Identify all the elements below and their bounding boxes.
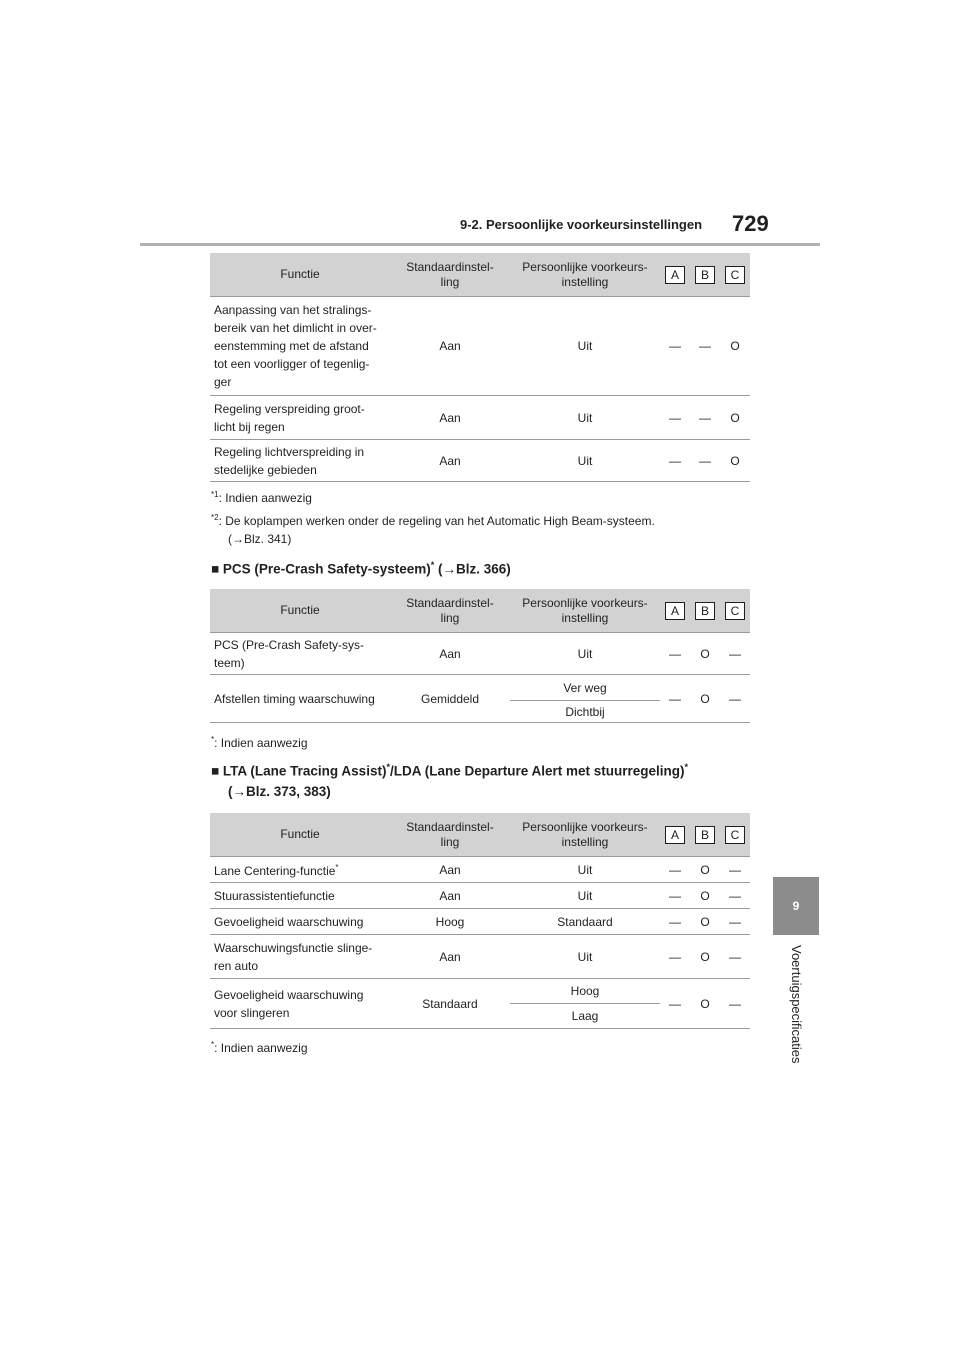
chapter-tab: 9 [773,877,819,935]
row-standaard: Gemiddeld [390,675,510,723]
table-row [210,935,750,979]
header-persoonlijk: Persoonlijke voorkeurs- instelling [510,813,660,857]
table-row [210,633,750,675]
row-functie: Afstellen timing waarschuwing [210,675,390,723]
header-c: C [720,813,750,857]
row-persoonlijk: Uit [510,297,660,396]
header-b: B [690,589,720,633]
row-standaard: Aan [390,883,510,909]
lta-settings-table [210,813,750,1029]
header-a: A [660,253,690,297]
row-c: O [720,396,750,440]
table-row [210,396,750,440]
chapter-title: Voertuigspecificaties [789,945,804,1064]
header-functie: Functie [210,589,390,633]
row-standaard: Aan [390,396,510,440]
header-b: B [690,813,720,857]
header-a: A [660,813,690,857]
row-c: — [720,935,750,979]
row-functie: Stuurassistentiefunctie [210,883,390,909]
row-a: — [660,883,690,909]
row-functie: Regeling verspreiding groot- licht bij regen [210,396,390,440]
row-c: — [720,909,750,935]
row-standaard: Aan [390,440,510,482]
row-c: O [720,440,750,482]
row-b: O [690,857,720,883]
row-b: — [690,440,720,482]
header-rule [140,243,820,246]
pcs-settings-table [210,589,750,723]
row-a: — [660,909,690,935]
footnote-pcs: *: Indien aanwezig [211,735,308,750]
row-b: — [690,297,720,396]
section-heading-lta: ■ LTA (Lane Tracing Assist)*/LDA (Lane Departure Alert met stuurregeling)* [211,762,689,779]
row-persoonlijk: Uit [510,935,660,979]
table-row [210,979,750,1004]
row-a: — [660,633,690,675]
row-a: — [660,440,690,482]
row-b: O [690,633,720,675]
footnote-2-ref: (→Blz. 341) [228,532,292,546]
row-standaard: Aan [390,633,510,675]
row-persoonlijk: Uit [510,857,660,883]
row-functie: Regeling lichtverspreiding in stedelijke gebieden [210,440,390,482]
row-persoonlijk: Uit [510,883,660,909]
row-persoonlijk: Standaard [510,909,660,935]
row-b: O [690,935,720,979]
header-persoonlijk: Persoonlijke voorkeurs- instelling [510,253,660,297]
row-standaard: Standaard [390,979,510,1029]
table-row [210,909,750,935]
section-title: 9-2. Persoonlijke voorkeursinstellingen [460,217,703,232]
row-c: — [720,857,750,883]
row-functie: Gevoeligheid waarschuwing [210,909,390,935]
header-standaard: Standaardinstel- ling [390,589,510,633]
table-row [210,297,750,396]
row-standaard: Hoog [390,909,510,935]
row-functie: Waarschuwingsfunctie slinge- ren auto [210,935,390,979]
row-c: — [720,633,750,675]
headlight-settings-table [210,253,750,482]
header-c: C [720,253,750,297]
table-row [210,883,750,909]
footnote-lta: *: Indien aanwezig [211,1040,308,1055]
header-standaard: Standaardinstel- ling [390,253,510,297]
row-standaard: Aan [390,857,510,883]
header-c: C [720,589,750,633]
row-option: Ver weg [510,675,660,701]
row-functie: Lane Centering-functie* [210,857,390,883]
row-a: — [660,857,690,883]
footnote-2: $^{*2}$: De koplampen werken onder de regeling van het Automatic High Beam-systeem. [211,513,655,528]
header-functie: Functie [210,813,390,857]
table-header-row [210,253,750,297]
row-a: — [660,935,690,979]
header-a: A [660,589,690,633]
footnote-1: $^{*1}$: Indien aanwezig [211,490,312,505]
row-standaard: Aan [390,935,510,979]
header-b: B [690,253,720,297]
row-persoonlijk: Uit [510,633,660,675]
row-a: — [660,675,690,723]
header-functie: Functie [210,253,390,297]
row-c: O [720,297,750,396]
row-standaard: Aan [390,297,510,396]
section-heading-pcs: ■ PCS (Pre-Crash Safety-systeem)* (→Blz. 366) [211,560,511,577]
row-a: — [660,979,690,1029]
table-header-row [210,813,750,857]
table-header-row [210,589,750,633]
row-b: O [690,909,720,935]
row-option: Hoog [510,979,660,1004]
row-persoonlijk: Uit [510,440,660,482]
row-functie: PCS (Pre-Crash Safety-sys- teem) [210,633,390,675]
row-b: O [690,979,720,1029]
page-number: 729 [732,211,769,236]
row-a: — [660,297,690,396]
header-persoonlijk: Persoonlijke voorkeurs- instelling [510,589,660,633]
row-b: O [690,883,720,909]
row-option: Dichtbij [510,701,660,723]
row-functie: Gevoeligheid waarschuwing voor slingeren [210,979,390,1029]
table-row [210,675,750,701]
row-functie: Aanpassing van het stralings- bereik van het dimlicht in over- eenstemming met de afstand tot een voorligger of tegenlig- ger [210,297,390,396]
table-row [210,857,750,883]
header-standaard: Standaardinstel- ling [390,813,510,857]
row-c: — [720,883,750,909]
row-option: Laag [510,1004,660,1029]
row-a: — [660,396,690,440]
row-c: — [720,675,750,723]
row-c: — [720,979,750,1029]
row-b: O [690,675,720,723]
row-b: — [690,396,720,440]
row-persoonlijk: Uit [510,396,660,440]
section-lta-ref: (→Blz. 373, 383) [228,784,331,799]
table-row [210,440,750,482]
